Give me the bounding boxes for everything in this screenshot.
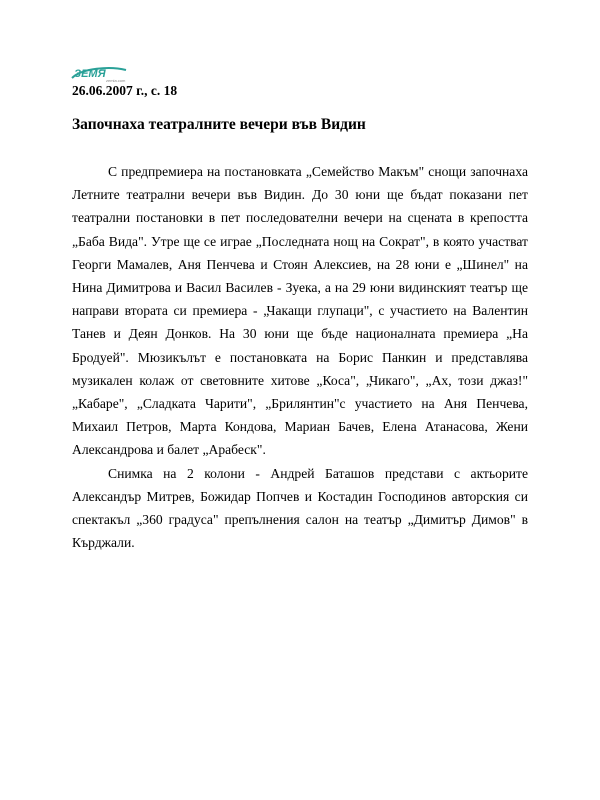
svg-text:zemia.com: zemia.com [106,78,126,83]
zemia-logo-icon [70,64,130,84]
article-title: Започнаха театралните вечери във Видин [72,116,366,133]
publication-date-line: 26.06.2007 г., с. 18 [72,83,178,98]
article-paragraph: Снимка на 2 колони - Андрей Баташов представи с актьорите Александър Митрев, Божидар Попчев и Костадин Господинов авторския си спектакъл „360 градуса" препълнения салон на театър „Димитър Димов" в Кърджали. [72,465,528,551]
newspaper-logo [70,64,130,84]
article-paragraph: С предпремиера на постановката „Семейство Макъм" снощи започнаха Летните театрални вечери във Видин. До 30 юни ще бъдат показани пет театрални постановки в пет последователни вечери на сцената в крепостта „Баба Вида". Утре ще се играе „Последната нощ на Сократ", в която участват Георги Мамалев, Аня Пенчева и Стоян Алексиев, на 28 юни е „Шинел" на Нина Димитрова и Васил Василев - Зуека, а на 29 юни видинският театър ще направи втората си премиера - „Чакащи глупаци", с участието на Валентин Танев и Деян Донков. На 30 юни ще бъде националната премиера „На Бродуей". Мюзикълът е постановката на Борис Панкин и представлява музикален колаж от световните хитове „Коса", „Чикаго", „Ах, този джаз!" „Кабаре", „Сладката Чарити", „Брилянтин"с участието на Аня Пенчева, Михаил Петров, Марта Кондова, Мариан Бачев, Елена Атанасова, Жени Александрова и балет „Арабеск". [72,164,528,458]
article-body [72,160,528,554]
svg-text:ЗЕМЯ: ЗЕМЯ [74,68,106,80]
